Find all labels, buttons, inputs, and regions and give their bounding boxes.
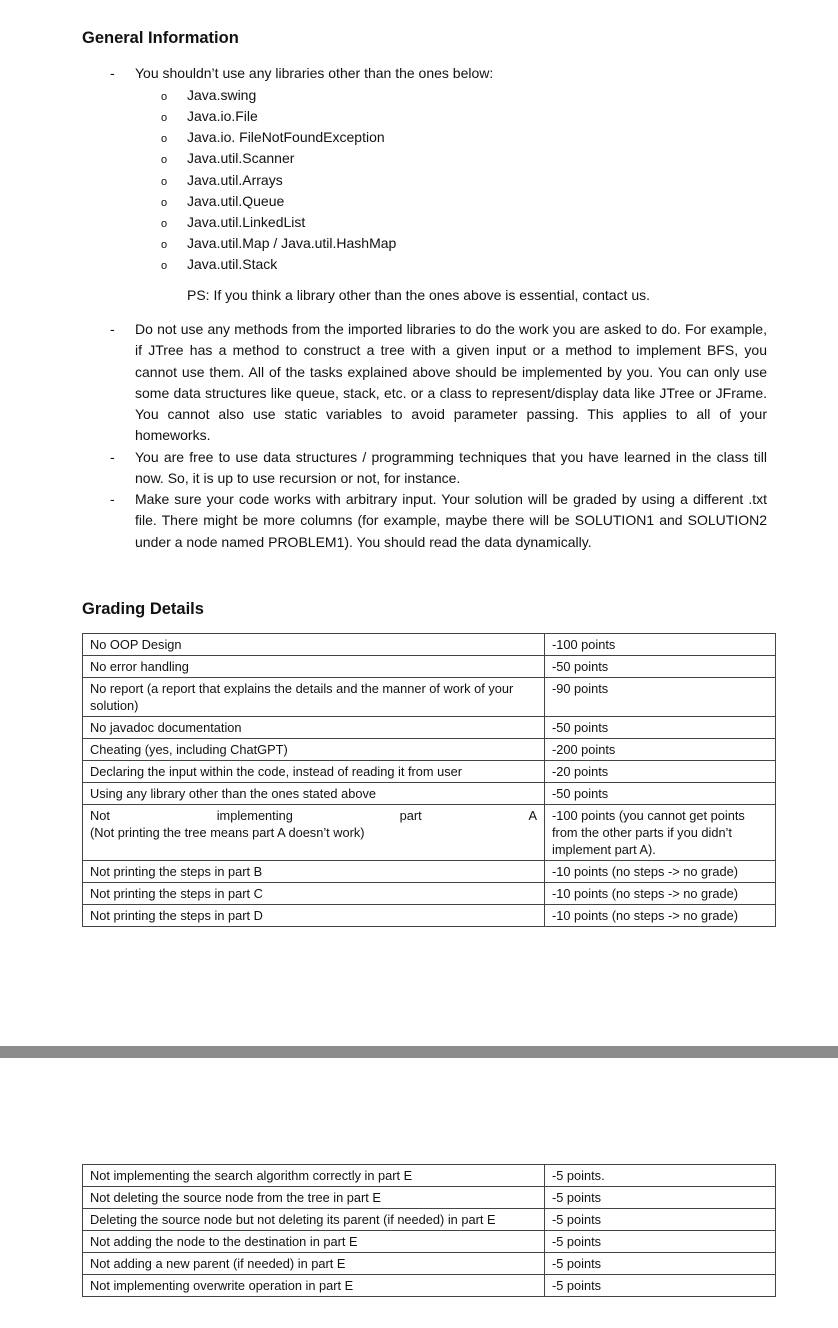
table-row: No OOP Design -100 points <box>83 634 776 656</box>
library-item: o Java.util.Scanner <box>161 150 295 166</box>
grading-table-part-e <box>82 1164 776 1297</box>
library-item: o Java.io.File <box>161 108 258 124</box>
library-item: o Java.util.LinkedList <box>161 214 306 230</box>
bullet-dash: - <box>110 321 115 337</box>
bullet-dash: - <box>110 491 115 507</box>
library-item: o Java.util.Queue <box>161 193 285 209</box>
table-row: No report (a report that explains the details and the manner of work of your solution) -90 points <box>83 678 776 717</box>
table-row: Not printing the steps in part B -10 points (no steps -> no grade) <box>83 861 776 883</box>
table-row: Not adding the node to the destination in part E -5 points <box>83 1231 776 1253</box>
library-item: o Java.swing <box>161 87 257 103</box>
general-information-heading: General Information <box>82 29 239 47</box>
bullet-dash: - <box>110 449 115 465</box>
libraries-intro-text: You shouldn’t use any libraries other than the ones below: <box>135 65 494 81</box>
grading-table <box>82 633 776 927</box>
table-row: Not printing the steps in part C -10 points (no steps -> no grade) <box>83 883 776 905</box>
table-row: Not implementing part A (Not printing the tree means part A doesn’t work) -100 points (you cannot get points from the other parts if you didn’t implement part A). <box>83 805 776 861</box>
rule-text: You are free to use data structures / programming techniques that you have learned in the class till now. So, it is up to use recursion or not, for instance. <box>135 449 767 487</box>
library-item: o Java.util.Map / Java.util.HashMap <box>161 235 397 251</box>
library-item: o Java.util.Stack <box>161 256 278 272</box>
table-row: Not implementing overwrite operation in part E -5 points <box>83 1275 776 1297</box>
rule-text: Do not use any methods from the imported libraries to do the work you are asked to do. For example, if JTree has a method to construct a tree with a given input or a method to implement BFS, you cannot use them. All of the tasks explained above should be implemented by you. You can only use some data structures like queue, stack, etc. or a class to represent/display data like JTree or JFrame. You cannot also use static variables to avoid parameter passing. This applies to all of your homeworks. <box>135 321 767 444</box>
bullet-dash: - <box>110 65 115 81</box>
table-row: Not printing the steps in part D -10 points (no steps -> no grade) <box>83 905 776 927</box>
grading-details-heading: Grading Details <box>82 600 204 618</box>
justified-row-text: Not implementing part A <box>90 808 537 823</box>
page-separator <box>0 1046 838 1058</box>
library-item: o Java.io. FileNotFoundException <box>161 129 385 145</box>
library-item: o Java.util.Arrays <box>161 172 283 188</box>
table-row: No javadoc documentation -50 points <box>83 717 776 739</box>
table-row: Using any library other than the ones stated above -50 points <box>83 783 776 805</box>
table-row: No error handling -50 points <box>83 656 776 678</box>
table-row: Deleting the source node but not deleting its parent (if needed) in part E -5 points <box>83 1209 776 1231</box>
table-row: Declaring the input within the code, instead of reading it from user -20 points <box>83 761 776 783</box>
ps-note: PS: If you think a library other than the ones above is essential, contact us. <box>187 287 651 303</box>
table-row: Not adding a new parent (if needed) in part E -5 points <box>83 1253 776 1275</box>
table-row: Cheating (yes, including ChatGPT) -200 points <box>83 739 776 761</box>
table-row: Not implementing the search algorithm correctly in part E -5 points. <box>83 1165 776 1187</box>
table-row: Not deleting the source node from the tree in part E -5 points <box>83 1187 776 1209</box>
rule-text: Make sure your code works with arbitrary input. Your solution will be graded by using a different .txt file. There might be more columns (for example, maybe there will be SOLUTION1 and SOLUTION2 under a node named PROBLEM1). You should read the data dynamically. <box>135 491 767 550</box>
